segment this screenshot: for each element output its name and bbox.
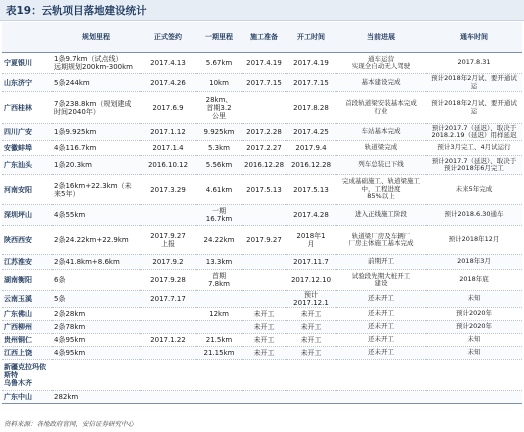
- planned-length-cell: 2条16km+22.3km（未来5年）: [52, 175, 140, 205]
- table-row: [2, 334, 522, 347]
- header-start-date: 开工时间: [286, 22, 336, 53]
- planned-length-cell: 7条238.8km（规划建成时间2040年）: [52, 92, 140, 124]
- phase1-length-cell: 一期 16.7km: [196, 205, 242, 226]
- progress-cell: 前期开工: [336, 255, 426, 270]
- planned-length-cell: 4条116.7km: [52, 141, 140, 156]
- start-date-cell: 2017.11.7: [286, 255, 336, 270]
- signed-cell: 2017.3.29: [140, 175, 196, 205]
- planned-length-cell: 1条9.7km（试点线） 远期规划200km-300km: [52, 53, 140, 74]
- open-date-cell: 2018年3月: [426, 255, 522, 270]
- construction-prep-cell: 2017.7.15: [242, 74, 286, 92]
- construction-prep-cell: [242, 92, 286, 124]
- open-date-cell: 预计2020年: [426, 321, 522, 334]
- start-date-cell: 2017.5.13: [286, 175, 336, 205]
- start-date-cell: 2017.4.19: [286, 53, 336, 74]
- table-row: [2, 391, 522, 404]
- start-date-cell: 未开工: [286, 334, 336, 347]
- progress-cell: [336, 360, 426, 391]
- city-cell: 广东中山: [2, 391, 52, 404]
- open-date-cell: 未知: [426, 347, 522, 360]
- signed-cell: 2017.4.26: [140, 74, 196, 92]
- construction-prep-cell: 未开工: [242, 308, 286, 321]
- planned-length-cell: 2条28km: [52, 308, 140, 321]
- city-cell: 山东济宁: [2, 74, 52, 92]
- phase1-length-cell: 首期 7.8km: [196, 270, 242, 291]
- start-date-cell: 2017.4.28: [286, 205, 336, 226]
- signed-cell: [140, 391, 196, 404]
- city-cell: 江苏淮安: [2, 255, 52, 270]
- construction-prep-cell: [242, 205, 286, 226]
- table-row: [2, 255, 522, 270]
- phase1-length-cell: [196, 360, 242, 391]
- start-date-cell: 未开工: [286, 347, 336, 360]
- city-cell: 广东汕头: [2, 156, 52, 175]
- planned-length-cell: [52, 360, 140, 391]
- city-cell: 江西上饶: [2, 347, 52, 360]
- city-cell: 安徽蚌埠: [2, 141, 52, 156]
- header-city: [2, 22, 52, 53]
- progress-cell: 通车运营 实现全自动无人驾驶: [336, 53, 426, 74]
- phase1-length-cell: [196, 321, 242, 334]
- construction-prep-cell: 未开工: [242, 334, 286, 347]
- city-cell: 云南玉溪: [2, 291, 52, 308]
- signed-cell: 2017.9.27 上报: [140, 226, 196, 255]
- table-row: [2, 360, 522, 391]
- construction-prep-cell: 2017.5.13: [242, 175, 286, 205]
- header-construction-prep: 施工准备: [242, 22, 286, 53]
- phase1-length-cell: 24.22km: [196, 226, 242, 255]
- header-phase1-length: 一期里程: [196, 22, 242, 53]
- signed-cell: 2017.4.13: [140, 53, 196, 74]
- header-row: [2, 22, 522, 53]
- construction-prep-cell: 2017.2.27: [242, 141, 286, 156]
- construction-prep-cell: [242, 391, 286, 404]
- header-signed: 正式签约: [140, 22, 196, 53]
- signed-cell: [140, 205, 196, 226]
- start-date-cell: [286, 360, 336, 391]
- open-date-cell: [426, 360, 522, 391]
- signed-cell: [140, 347, 196, 360]
- construction-prep-cell: [242, 291, 286, 308]
- phase1-length-cell: [196, 291, 242, 308]
- table-row: [2, 308, 522, 321]
- phase1-length-cell: 4.61km: [196, 175, 242, 205]
- construction-prep-cell: 2017.4.19: [242, 53, 286, 74]
- planned-length-cell: 2条24.22km+22.9km: [52, 226, 140, 255]
- phase1-length-cell: 5.67km: [196, 53, 242, 74]
- signed-cell: 2017.9.28: [140, 270, 196, 291]
- progress-cell: 车站基本完成: [336, 124, 426, 141]
- header-progress: 当前进展: [336, 22, 426, 53]
- progress-cell: 还未开工: [336, 334, 426, 347]
- planned-length-cell: 5条244km: [52, 74, 140, 92]
- construction-prep-cell: 2016.12.28: [242, 156, 286, 175]
- progress-cell: 还未开工: [336, 347, 426, 360]
- start-date-cell: 2017.4.25: [286, 124, 336, 141]
- progress-cell: 列车总装已下线: [336, 156, 426, 175]
- open-date-cell: 预计2017.7（延迟）、取决于 2018.2.19（延迟）用样延迟: [426, 124, 522, 141]
- table-body: [2, 53, 522, 404]
- source-note: 资料来源：各地政府官网，安信证券研究中心: [4, 420, 134, 428]
- planned-length-cell: 282km: [52, 391, 140, 404]
- open-date-cell: 预计3月完工、4月试运行: [426, 141, 522, 156]
- open-date-cell: 2017.8.31: [426, 53, 522, 74]
- signed-cell: 2017.1.12: [140, 124, 196, 141]
- table-row: [2, 270, 522, 291]
- table-row: [2, 141, 522, 156]
- construction-prep-cell: 未开工: [242, 347, 286, 360]
- table-row: [2, 124, 522, 141]
- start-date-cell: 2018年1 月: [286, 226, 336, 255]
- table-row: [2, 205, 522, 226]
- progress-cell: 轨道梁厂房及车辆厂 厂房主体施工基本完成: [336, 226, 426, 255]
- table-row: [2, 321, 522, 334]
- planned-length-cell: 4条95km: [52, 334, 140, 347]
- open-date-cell: 预计2020年: [426, 308, 522, 321]
- city-cell: 河南安阳: [2, 175, 52, 205]
- phase1-length-cell: 13.3km: [196, 255, 242, 270]
- table-title: 表19：云轨项目落地建设统计: [6, 5, 147, 17]
- monorail-projects-table: [2, 22, 522, 404]
- title-bar: [0, 0, 524, 21]
- progress-cell: 还未开工: [336, 291, 426, 308]
- signed-cell: 2016.10.12: [140, 156, 196, 175]
- start-date-cell: 2017.7.15: [286, 74, 336, 92]
- planned-length-cell: 5条: [52, 291, 140, 308]
- table-row: [2, 74, 522, 92]
- city-cell: 广东佛山: [2, 308, 52, 321]
- planned-length-cell: 2条41.8km+8.6km: [52, 255, 140, 270]
- signed-cell: 2017.6.9: [140, 92, 196, 124]
- city-cell: 湖南衡阳: [2, 270, 52, 291]
- planned-length-cell: 2条78km: [52, 321, 140, 334]
- planned-length-cell: 1条20.3km: [52, 156, 140, 175]
- phase1-length-cell: [196, 391, 242, 404]
- phase1-length-cell: 12km: [196, 308, 242, 321]
- table-row: [2, 156, 522, 175]
- open-date-cell: 预计2018.6.30通车: [426, 205, 522, 226]
- progress-cell: 基本建设完成: [336, 74, 426, 92]
- construction-prep-cell: [242, 270, 286, 291]
- planned-length-cell: 4条95km: [52, 347, 140, 360]
- start-date-cell: 2017.9.4: [286, 141, 336, 156]
- open-date-cell: 预计2018年2月试、要开通试运: [426, 92, 522, 124]
- planned-length-cell: 4条55km: [52, 205, 140, 226]
- start-date-cell: 未开工: [286, 321, 336, 334]
- progress-cell: 首段轨道梁安装基本完成 行业: [336, 92, 426, 124]
- table-row: [2, 226, 522, 255]
- construction-prep-cell: 未开工: [242, 321, 286, 334]
- signed-cell: 2017.9.2: [140, 255, 196, 270]
- progress-cell: 试验段先期大桩开工 建设: [336, 270, 426, 291]
- signed-cell: 2017.1.4: [140, 141, 196, 156]
- open-date-cell: 2018年底: [426, 270, 522, 291]
- construction-prep-cell: [242, 360, 286, 391]
- start-date-cell: 2017.8.28: [286, 92, 336, 124]
- progress-cell: 完成基础施工、轨道梁施工中，工程进度 85%以上: [336, 175, 426, 205]
- open-date-cell: 预计2018年12月: [426, 226, 522, 255]
- city-cell: 陕西西安: [2, 226, 52, 255]
- signed-cell: [140, 321, 196, 334]
- header-open-date: 通车时间: [426, 22, 522, 53]
- progress-cell: 还未开工: [336, 308, 426, 321]
- city-cell: 广西桂林: [2, 92, 52, 124]
- start-date-cell: 2017.12.10: [286, 270, 336, 291]
- open-date-cell: 未知: [426, 291, 522, 308]
- progress-cell: 轨道梁完成: [336, 141, 426, 156]
- open-date-cell: 未知: [426, 334, 522, 347]
- table-row: [2, 92, 522, 124]
- progress-cell: 进入正线施工阶段: [336, 205, 426, 226]
- phase1-length-cell: 28km、 首期3.2 公里: [196, 92, 242, 124]
- planned-length-cell: 1条9.925km: [52, 124, 140, 141]
- signed-cell: [140, 360, 196, 391]
- open-date-cell: 预计2018年2月试、要开通试运: [426, 74, 522, 92]
- construction-prep-cell: [242, 255, 286, 270]
- start-date-cell: 2016.12.28: [286, 156, 336, 175]
- phase1-length-cell: 9.925km: [196, 124, 242, 141]
- city-cell: 宁夏银川: [2, 53, 52, 74]
- city-cell: 四川广安: [2, 124, 52, 141]
- signed-cell: 2017.1.22: [140, 334, 196, 347]
- start-date-cell: 未开工: [286, 308, 336, 321]
- header-planned-length: 规划里程: [52, 22, 140, 53]
- signed-cell: 2017.7.17: [140, 291, 196, 308]
- phase1-length-cell: 21.15km: [196, 347, 242, 360]
- open-date-cell: 未来5年完成: [426, 175, 522, 205]
- open-date-cell: [426, 391, 522, 404]
- progress-cell: [336, 391, 426, 404]
- city-cell: 新疆克拉玛依 斯特 乌鲁木齐: [2, 360, 52, 391]
- table-row: [2, 347, 522, 360]
- start-date-cell: [286, 391, 336, 404]
- phase1-length-cell: 5.3km: [196, 141, 242, 156]
- table-row: [2, 53, 522, 74]
- construction-prep-cell: 2017.2.28: [242, 124, 286, 141]
- start-date-cell: 预计 2017.12.1: [286, 291, 336, 308]
- city-cell: 贵州铜仁: [2, 334, 52, 347]
- planned-length-cell: 6条: [52, 270, 140, 291]
- phase1-length-cell: 5.56km: [196, 156, 242, 175]
- construction-prep-cell: 2017.9.27: [242, 226, 286, 255]
- city-cell: 广西柳州: [2, 321, 52, 334]
- progress-cell: 还未开工: [336, 321, 426, 334]
- table-row: [2, 291, 522, 308]
- open-date-cell: 预计2017.7（延迟）、取决于 预计2018年6月完工: [426, 156, 522, 175]
- phase1-length-cell: 21.5km: [196, 334, 242, 347]
- city-cell: 深圳坪山: [2, 205, 52, 226]
- phase1-length-cell: 10km: [196, 74, 242, 92]
- table-row: [2, 175, 522, 205]
- signed-cell: [140, 308, 196, 321]
